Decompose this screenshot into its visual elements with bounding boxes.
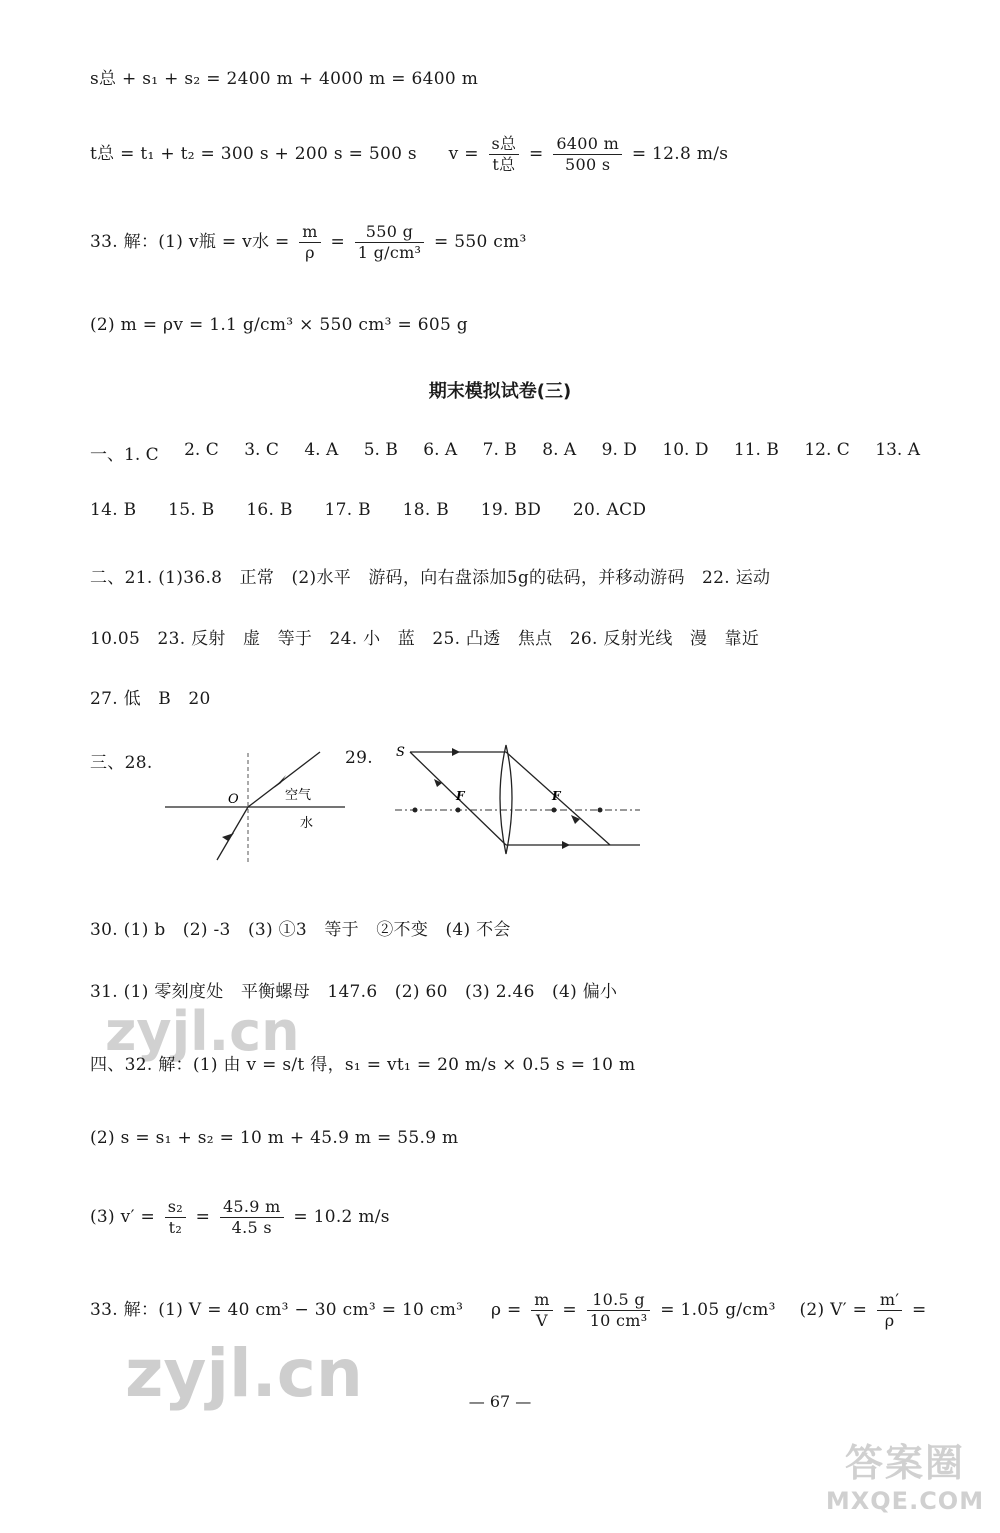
rho-symbol: ρ = bbox=[490, 1300, 522, 1320]
mcq-answer: 16. B bbox=[246, 500, 293, 520]
mcq-answer: 20. ACD bbox=[572, 500, 647, 520]
mcq-answer: 6. A bbox=[423, 440, 458, 460]
focus-point bbox=[552, 808, 557, 813]
arrow-icon bbox=[562, 841, 570, 849]
refraction-diagram bbox=[160, 745, 360, 870]
mcq-answer: 15. B bbox=[168, 500, 215, 520]
fraction-density-values: $\frac{10.5 g}{\text{10 cm³}}$ bbox=[587, 1290, 651, 1331]
q33-start: 33. 解：(1) v瓶 = v水 = bbox=[90, 232, 290, 252]
speed-result: = 12.8 m/s bbox=[631, 144, 729, 164]
fraction-m-prime-over-rho: $\frac{m'}{\rho}$ bbox=[877, 1290, 902, 1331]
focus-point bbox=[413, 808, 418, 813]
focus-point bbox=[598, 808, 603, 813]
q32c-start: (3) v′ = bbox=[90, 1207, 155, 1227]
focus-f-label-left: F bbox=[456, 789, 465, 803]
mcq-row-1 bbox=[90, 440, 920, 465]
fraction-m-over-v: $\frac{m}{V}$ bbox=[531, 1290, 552, 1331]
q33-part2: (2) V′ = bbox=[799, 1300, 868, 1320]
fraction-s-over-t: $\frac{\text{s总}}{\text{t总}}$ bbox=[489, 134, 520, 175]
fill-row-3: 27. 低 B 20 bbox=[90, 689, 211, 709]
total-time-text: t总 = t₁ + t₂ = 300 s + 200 s = 500 s bbox=[90, 144, 417, 164]
mcq-answer: 19. BD bbox=[480, 500, 542, 520]
mcq-answer: 12. C bbox=[804, 440, 850, 460]
mcq-answer: 11. B bbox=[733, 440, 779, 460]
q33-volume: 33. 解：(1) V = 40 cm³ − 30 cm³ = 10 cm³ bbox=[90, 1300, 464, 1320]
mcq-answer: 2. C bbox=[184, 440, 219, 460]
equals: = bbox=[562, 1300, 577, 1320]
fraction-values: $\frac{6400 m}{500 s}$ bbox=[553, 134, 622, 175]
label-q29: 29. bbox=[345, 748, 373, 768]
logo-text: 答案圈 bbox=[844, 1441, 965, 1485]
fill-row-1: 二、21. (1)36.8 正常 (2)水平 游码，向右盘添加5g的砝码，并移动游码 22. 运动 bbox=[90, 568, 771, 588]
convex-lens bbox=[500, 745, 512, 854]
equals: = bbox=[195, 1207, 211, 1227]
equals: = bbox=[912, 1300, 927, 1320]
mcq-answer: 8. A bbox=[542, 440, 577, 460]
equals: = bbox=[330, 232, 345, 252]
line-q33-mass: (2) m = ρv = 1.1 g/cm³ × 550 cm³ = 605 g bbox=[90, 315, 468, 335]
mcq-answer: 5. B bbox=[363, 440, 398, 460]
fraction-volume-values: $\frac{550 g}{\text{1 g/cm³}}$ bbox=[355, 222, 425, 263]
arrow-icon bbox=[452, 748, 460, 756]
density-result: = 1.05 g/cm³ bbox=[660, 1300, 776, 1320]
page-number: — 67 — bbox=[468, 1392, 532, 1411]
mcq-answer: 4. A bbox=[304, 440, 339, 460]
mcq-answer: 7. B bbox=[482, 440, 517, 460]
fraction-q32c-values: $\frac{45.9 m}{4.5 s}$ bbox=[220, 1197, 284, 1238]
volume-result: = 550 cm³ bbox=[433, 232, 527, 252]
focus-f-label-right: F bbox=[552, 789, 561, 803]
section-title: 期末模拟试卷(三) bbox=[428, 381, 572, 402]
fraction-m-over-rho: $\frac{m}{\rho}$ bbox=[299, 222, 320, 263]
q32c-result: = 10.2 m/s bbox=[293, 1207, 390, 1227]
speed-symbol: v = bbox=[448, 144, 479, 164]
mcq-answer: 10. D bbox=[662, 440, 709, 460]
mcq-answer: 14. B bbox=[90, 500, 137, 520]
air-label: 空气 bbox=[285, 788, 312, 803]
fraction-s2-over-t2: $\frac{\text{s₂}}{\text{t₂}}$ bbox=[165, 1197, 186, 1238]
focus-point bbox=[456, 808, 461, 813]
fill-row-2: 10.05 23. 反射 虚 等于 24. 小 蓝 25. 凸透 焦点 26. 反射光线 漫 靠近 bbox=[90, 629, 760, 649]
mcq-answer: 18. B bbox=[402, 500, 450, 520]
mcq-answer: 一、1. C bbox=[90, 445, 159, 465]
mcq-answer: 13. A bbox=[875, 440, 920, 460]
q33-final bbox=[90, 1290, 927, 1331]
mcq-answer: 17. B bbox=[324, 500, 371, 520]
line-q33-volume bbox=[90, 222, 527, 263]
q31-answer: 31. (1) 零刻度处 平衡螺母 147.6 (2) 60 (3) 2.46 (4) 偏小 bbox=[90, 982, 618, 1002]
watermark: zyjl.cn bbox=[125, 1335, 363, 1412]
site-logo bbox=[825, 1432, 985, 1522]
mcq-row-2 bbox=[90, 500, 672, 520]
water-label: 水 bbox=[300, 816, 314, 831]
label-q28: 三、28. bbox=[90, 753, 153, 773]
arrow-icon bbox=[434, 779, 442, 787]
line-total-distance: s总 + s₁ + s₂ = 2400 m + 4000 m = 6400 m bbox=[90, 69, 479, 89]
q32-part1: 四、32. 解：(1) 由 v = s/t 得，s₁ = vt₁ = 20 m/s × 0.5 s = 10 m bbox=[90, 1055, 636, 1075]
source-s-label: S bbox=[396, 745, 405, 760]
q30-answer: 30. (1) b (2) -3 (3) ①3 等于 ②不变 (4) 不会 bbox=[90, 920, 511, 940]
q32-part3 bbox=[90, 1197, 390, 1238]
line-total-time-speed bbox=[90, 134, 728, 175]
mcq-answer: 9. D bbox=[601, 440, 637, 460]
logo-url: MXQE.COM bbox=[825, 1487, 985, 1515]
point-o-label: O bbox=[228, 792, 239, 807]
arrow-icon bbox=[222, 833, 234, 841]
equals: = bbox=[529, 144, 544, 164]
lens-diagram bbox=[390, 742, 650, 862]
q32-part2: (2) s = s₁ + s₂ = 10 m + 45.9 m = 55.9 m bbox=[90, 1128, 459, 1148]
mcq-answer: 3. C bbox=[244, 440, 279, 460]
watermark: zyjl.cn bbox=[105, 1000, 300, 1063]
